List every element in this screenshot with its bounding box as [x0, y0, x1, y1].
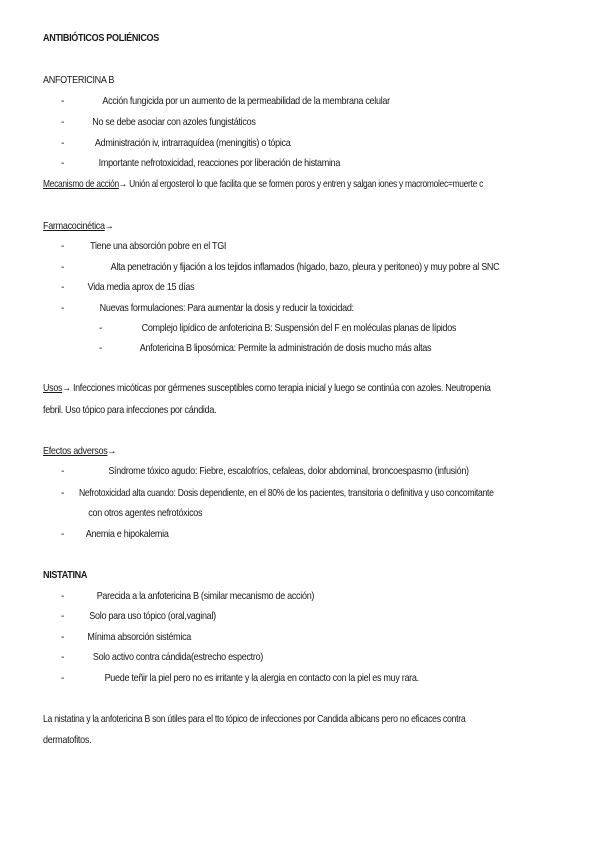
list-item-text: Nefrotoxicidad alta cuando: Dosis dependiente, en el 80% de los pacientes, transitoria o definitiva y uso concomitante — [79, 487, 494, 499]
mecanismo-label: Mecanismo de acción — [43, 178, 119, 190]
anfotericina-heading: ANFOTERICINA B — [43, 74, 115, 86]
efectos-label: Efectos adversos — [43, 445, 108, 457]
bullet-dash: - — [61, 157, 65, 169]
document-title: ANTIBIÓTICOS POLIÉNICOS — [43, 32, 159, 44]
bullet-dash: - — [61, 281, 65, 293]
list-item-text: Mínima absorción sistémica — [87, 631, 192, 643]
list-item-text: Solo para uso tópico (oral,vaginal) — [89, 610, 216, 622]
bullet-dash: - — [61, 261, 65, 273]
list-item-text: Tiene una absorción pobre en el TGI — [90, 240, 227, 252]
arrow-icon: → — [107, 445, 117, 457]
list-item-text: Nuevas formulaciones: Para aumentar la dosis y reducir la toxicidad: — [99, 302, 354, 314]
list-item-text: Importante nefrotoxicidad, reacciones por liberación de histamina — [98, 157, 341, 169]
list-item-text: Alta penetración y fijación a los tejidos inflamados (hígado, bazo, pleura y peritoneo) y muy pobre al SNC — [110, 261, 500, 273]
list-item-text: Solo activo contra cándida(estrecho espectro) — [92, 651, 264, 663]
list-item-text: No se debe asociar con azoles fungistáticos — [92, 116, 256, 128]
bullet-dash: - — [61, 487, 65, 499]
list-item-text: Síndrome tóxico agudo: Fiebre, escalofríos, cefaleas, dolor abdominal, broncoespasmo (infusión) — [108, 465, 469, 477]
usos-label: Usos — [43, 382, 63, 394]
nistatina-heading: NISTATINA — [43, 569, 88, 581]
sub-list-item-text: Anfotericina B liposómica: Permite la administración de dosis mucho más altas — [139, 342, 432, 354]
bullet-dash: - — [61, 651, 65, 663]
bullet-dash: - — [99, 322, 103, 334]
farmacocinetica-heading — [43, 219, 505, 233]
mecanismo-paragraph — [43, 177, 483, 191]
list-item-text: Vida media aprox de 15 días — [87, 281, 195, 293]
bullet-dash: - — [61, 137, 65, 149]
bullet-dash: - — [61, 95, 65, 107]
usos-continuation: febril. Uso tópico para infecciones por cándida. — [43, 404, 217, 416]
bullet-dash: - — [61, 465, 65, 477]
list-item-text: Anemia e hipokalemia — [85, 528, 169, 540]
summary-continuation: dermatofitos. — [43, 734, 92, 746]
sub-list-item-text: Complejo lipídico de anfotericina B: Suspensión del F en moléculas planas de lípidos — [141, 322, 457, 334]
bullet-dash: - — [61, 528, 65, 540]
arrow-icon: → — [104, 220, 114, 232]
bullet-dash: - — [61, 610, 65, 622]
bullet-dash: - — [61, 240, 65, 252]
list-item-text: Acción fungicida por un aumento de la permeabilidad de la membrana celular — [102, 95, 390, 107]
bullet-dash: - — [61, 116, 65, 128]
usos-paragraph — [43, 381, 499, 395]
usos-text: → Infecciones micóticas por gérmenes susceptibles como terapia inicial y luego se continúa con azoles. Neutropenia — [62, 382, 491, 394]
efectos-heading — [43, 444, 505, 458]
list-item-text: Administración iv, intrarraquídea (meningitis) o tópica — [94, 137, 291, 149]
bullet-dash: - — [61, 302, 65, 314]
list-item-text: Parecida a la anfotericina B (similar mecanismo de acción) — [96, 590, 315, 602]
bullet-dash: - — [61, 672, 65, 684]
bullet-dash: - — [99, 342, 103, 354]
list-item-text: Puede teñir la piel pero no es irritante y la alergia en contacto con la piel es muy rara. — [104, 672, 419, 684]
bullet-dash: - — [61, 631, 65, 643]
summary-paragraph: La nistatina y la anfotericina B son útiles para el tto tópico de infecciones por Candida albicans pero no eficaces contra — [43, 713, 466, 725]
mecanismo-text: → Unión al ergosterol lo que facilita que se formen poros y entren y salgan iones y macromolec=muerte c — [118, 178, 483, 190]
farmacocinetica-label: Farmacocinética — [43, 220, 105, 232]
bullet-dash: - — [61, 590, 65, 602]
list-item-text: con otros agentes nefrotóxicos — [88, 507, 203, 519]
